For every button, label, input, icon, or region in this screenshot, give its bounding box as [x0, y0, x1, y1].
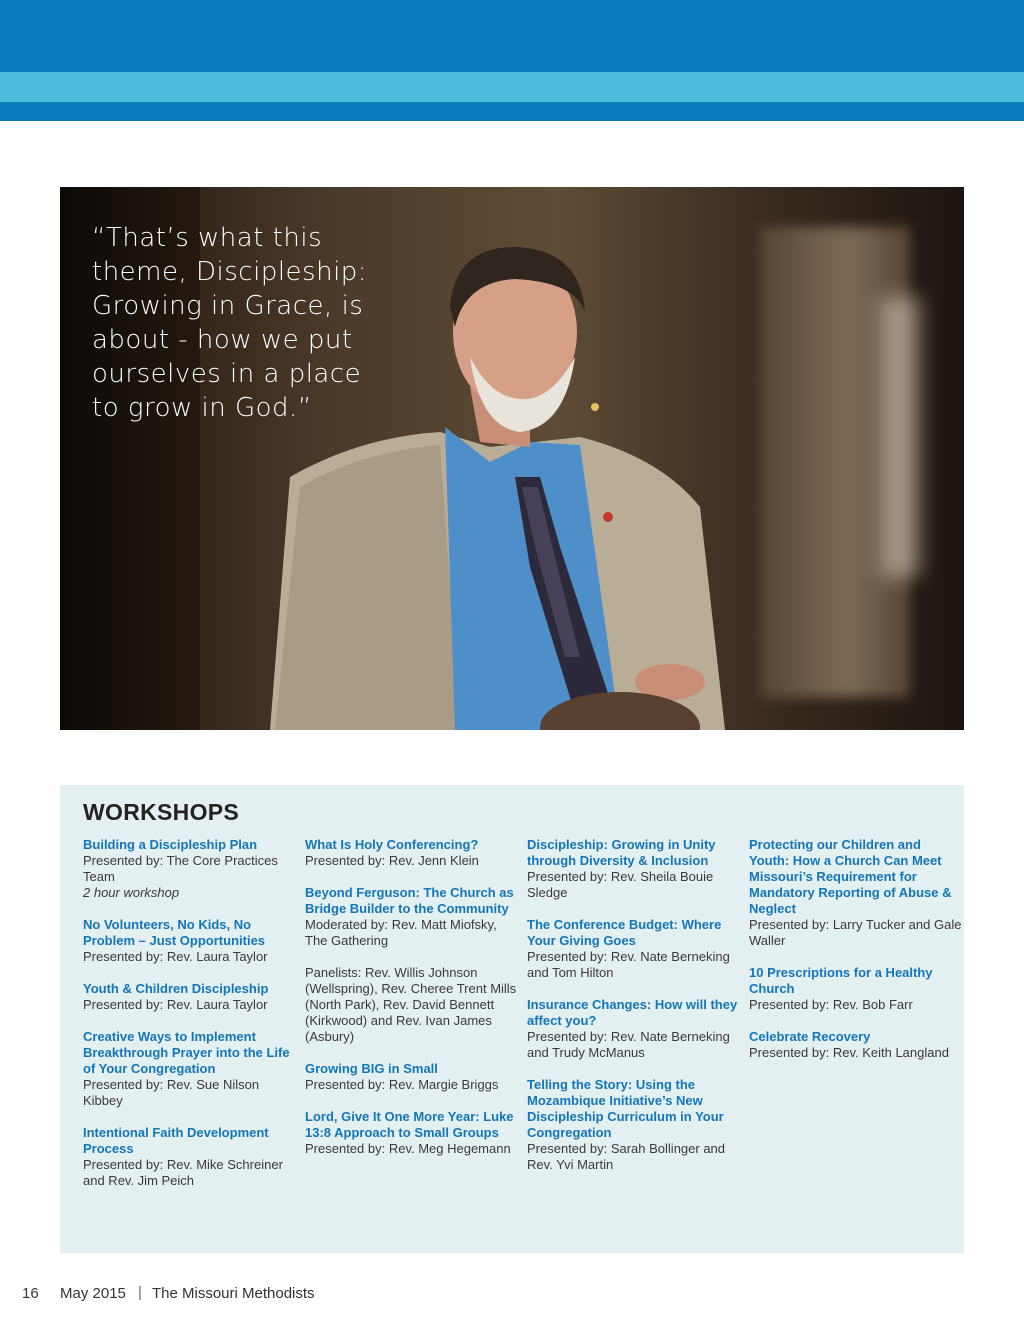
workshop-panelists: Panelists: Rev. Willis Johnson (Wellspring), Rev. Cheree Trent Mills (North Park), Rev. David Bennett (Kirkwood) and Rev. Ivan James (Asbury)	[305, 965, 517, 1044]
workshop-title: What Is Holy Conferencing?	[305, 837, 479, 852]
workshop-title: Youth & Children Discipleship	[83, 981, 269, 996]
workshop-presenter: Presented by: Rev. Keith Langland	[749, 1045, 949, 1060]
workshop-title: The Conference Budget: Where Your Giving Goes	[527, 917, 722, 948]
workshop-presenter: Presented by: Rev. Nate Berneking and Trudy McManus	[527, 1029, 730, 1060]
workshop-title: No Volunteers, No Kids, No Problem – Just Opportunities	[83, 917, 266, 948]
workshop-presenter: Presented by: Larry Tucker and Gale Waller	[749, 917, 962, 948]
footer-separator: |	[138, 1284, 142, 1301]
workshop-presenter: Presented by: The Core Practices Team	[83, 853, 278, 884]
workshop-item	[527, 917, 741, 981]
issue-date: May 2015	[60, 1285, 126, 1302]
workshop-title: Intentional Faith Development Process	[83, 1125, 269, 1156]
header-band-light	[0, 72, 1024, 102]
workshop-title: Protecting our Children and Youth: How a Church Can Meet Missouri’s Requirement for Mandatory Reporting of Abuse & Neglect	[749, 837, 952, 916]
workshop-presenter: Presented by: Rev. Laura Taylor	[83, 997, 268, 1012]
workshop-item	[749, 1029, 963, 1061]
workshop-presenter: Presented by: Sarah Bollinger and Rev. Yvi Martin	[527, 1141, 726, 1172]
workshop-title: Telling the Story: Using the Mozambique Initiative’s New Discipleship Curriculum in Your Congregation	[527, 1077, 724, 1140]
workshop-item	[749, 965, 963, 1013]
workshops-column-1	[83, 837, 297, 1205]
workshop-item	[527, 1077, 741, 1173]
workshop-item	[305, 885, 519, 1045]
workshops-column-4	[749, 837, 963, 1077]
workshop-presenter: Presented by: Rev. Sheila Bouie Sledge	[527, 869, 714, 900]
workshop-title: 10 Prescriptions for a Healthy Church	[749, 965, 933, 996]
workshop-item	[305, 1109, 519, 1157]
workshop-presenter: Presented by: Rev. Mike Schreiner and Rev. Jim Peich	[83, 1157, 283, 1188]
workshop-presenter: Presented by: Rev. Sue Nilson Kibbey	[83, 1077, 260, 1108]
workshop-item	[305, 1061, 519, 1093]
workshop-presenter: Presented by: Rev. Nate Berneking and Tom Hilton	[527, 949, 730, 980]
workshop-presenter: Presented by: Rev. Margie Briggs	[305, 1077, 499, 1092]
workshop-item	[83, 1029, 297, 1109]
workshop-presenter: Moderated by: Rev. Matt Miofsky, The Gathering	[305, 917, 497, 948]
header-band-bottom	[0, 102, 1024, 121]
workshops-column-2	[305, 837, 519, 1173]
workshop-note: 2 hour workshop	[83, 885, 180, 900]
workshop-title: Building a Discipleship Plan	[83, 837, 258, 852]
workshop-title: Beyond Ferguson: The Church as Bridge Builder to the Community	[305, 885, 514, 916]
workshops-panel	[60, 785, 964, 1253]
workshop-presenter: Presented by: Rev. Meg Hegemann	[305, 1141, 511, 1156]
workshop-presenter: Presented by: Rev. Laura Taylor	[83, 949, 268, 964]
publication-name: The Missouri Methodists	[152, 1285, 315, 1302]
workshop-item	[83, 1125, 297, 1189]
workshop-title: Lord, Give It One More Year: Luke 13:8 Approach to Small Groups	[305, 1109, 514, 1140]
workshop-title: Insurance Changes: How will they affect you?	[527, 997, 738, 1028]
page-number: 16	[22, 1285, 39, 1302]
workshops-heading: WORKSHOPS	[83, 799, 240, 825]
workshop-item	[305, 837, 519, 869]
workshop-item	[527, 997, 741, 1061]
workshop-item	[83, 837, 297, 901]
workshop-presenter: Presented by: Rev. Jenn Klein	[305, 853, 479, 868]
workshop-item	[527, 837, 741, 901]
speaker-photo	[60, 187, 964, 730]
workshop-title: Creative Ways to Implement Breakthrough Prayer into the Life of Your Congregation	[83, 1029, 290, 1076]
workshop-title: Celebrate Recovery	[749, 1029, 871, 1044]
workshop-item	[83, 981, 297, 1013]
workshop-title: Discipleship: Growing in Unity through Diversity & Inclusion	[527, 837, 716, 868]
workshops-column-3	[527, 837, 741, 1189]
workshop-item	[749, 837, 963, 949]
workshop-presenter: Presented by: Rev. Bob Farr	[749, 997, 913, 1012]
workshop-title: Growing BIG in Small	[305, 1061, 438, 1076]
workshop-item	[83, 917, 297, 965]
pull-quote: “That’s what this theme, Discipleship: Growing in Grace, is about - how we put ourselves in a place to grow in God.”	[92, 223, 368, 423]
header-band-dark	[0, 0, 1024, 72]
